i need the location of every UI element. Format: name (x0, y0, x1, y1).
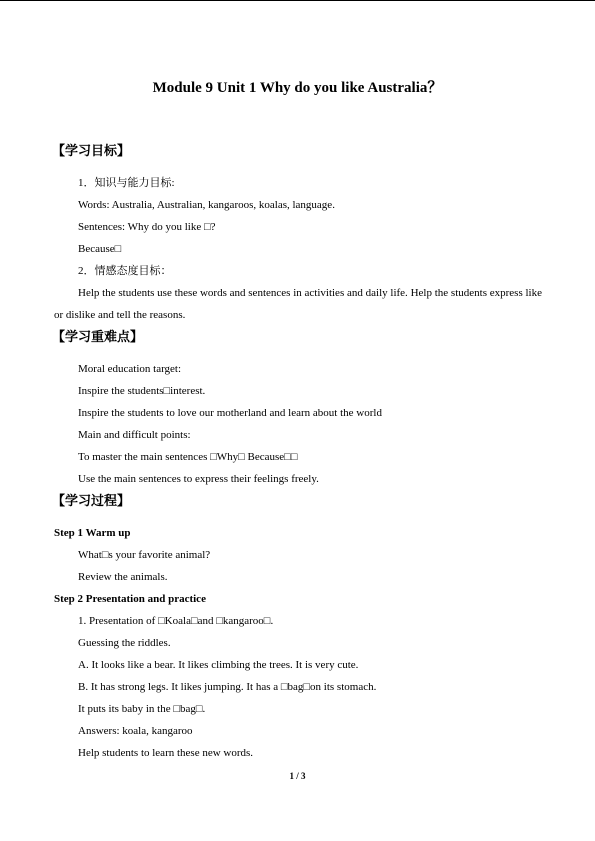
step-1-title: Step 1 Warm up (54, 527, 131, 539)
document-title: Module 9 Unit 1 Why do you like Australia？ (152, 80, 443, 96)
objectives-paragraph: Help the students use these words and sentences in activities and daily life. Help the students express like or dislike and tell the reasons. (54, 287, 542, 321)
key-points-line-2: Inspire the students□interest. (78, 385, 206, 397)
key-points-line-3: Inspire the students to love our motherland and learn about the world (78, 407, 382, 419)
objectives-heading: 【学习目标】 (52, 144, 131, 159)
step-2-line-5: It puts its baby in the □bag□. (78, 703, 206, 715)
step-1-line-2: Review the animals. (78, 571, 168, 583)
step-2-line-7: Help students to learn these new words. (78, 747, 254, 759)
objectives-item-1: 1．知识与能力目标: (78, 177, 175, 189)
step-2-line-1: 1. Presentation of □Koala□and □kangaroo□. (78, 615, 274, 627)
key-points-line-6: Use the main sentences to express their feelings freely. (78, 473, 319, 485)
objectives-words: Words: Australia, Australian, kangaroos, koalas, language. (78, 199, 335, 211)
key-points-line-4: Main and difficult points: (78, 429, 191, 441)
step-2-line-6: Answers: koala, kangaroo (78, 725, 193, 737)
process-heading: 【学习过程】 (52, 494, 131, 509)
step-2-line-3: A. It looks like a bear. It likes climbing the trees. It is very cute. (78, 659, 359, 671)
step-2-line-4: B. It has strong legs. It likes jumping. It has a □bag□on its stomach. (78, 681, 377, 693)
objectives-item-2: 2．情感态度目标： (78, 265, 172, 277)
key-points-line-5: To master the main sentences □Why□ Because□□ (78, 451, 298, 463)
key-points-heading: 【学习重难点】 (52, 330, 144, 345)
objectives-sentences: Sentences: Why do you like □? (78, 221, 216, 233)
top-border (0, 0, 595, 1)
page-number: 1 / 3 (289, 771, 306, 781)
key-points-line-1: Moral education target: (78, 363, 182, 375)
step-2-line-2: Guessing the riddles. (78, 637, 171, 649)
objectives-because: Because□ (78, 243, 122, 255)
step-2-title: Step 2 Presentation and practice (54, 593, 206, 605)
step-1-line-1: What□s your favorite animal? (78, 549, 211, 561)
